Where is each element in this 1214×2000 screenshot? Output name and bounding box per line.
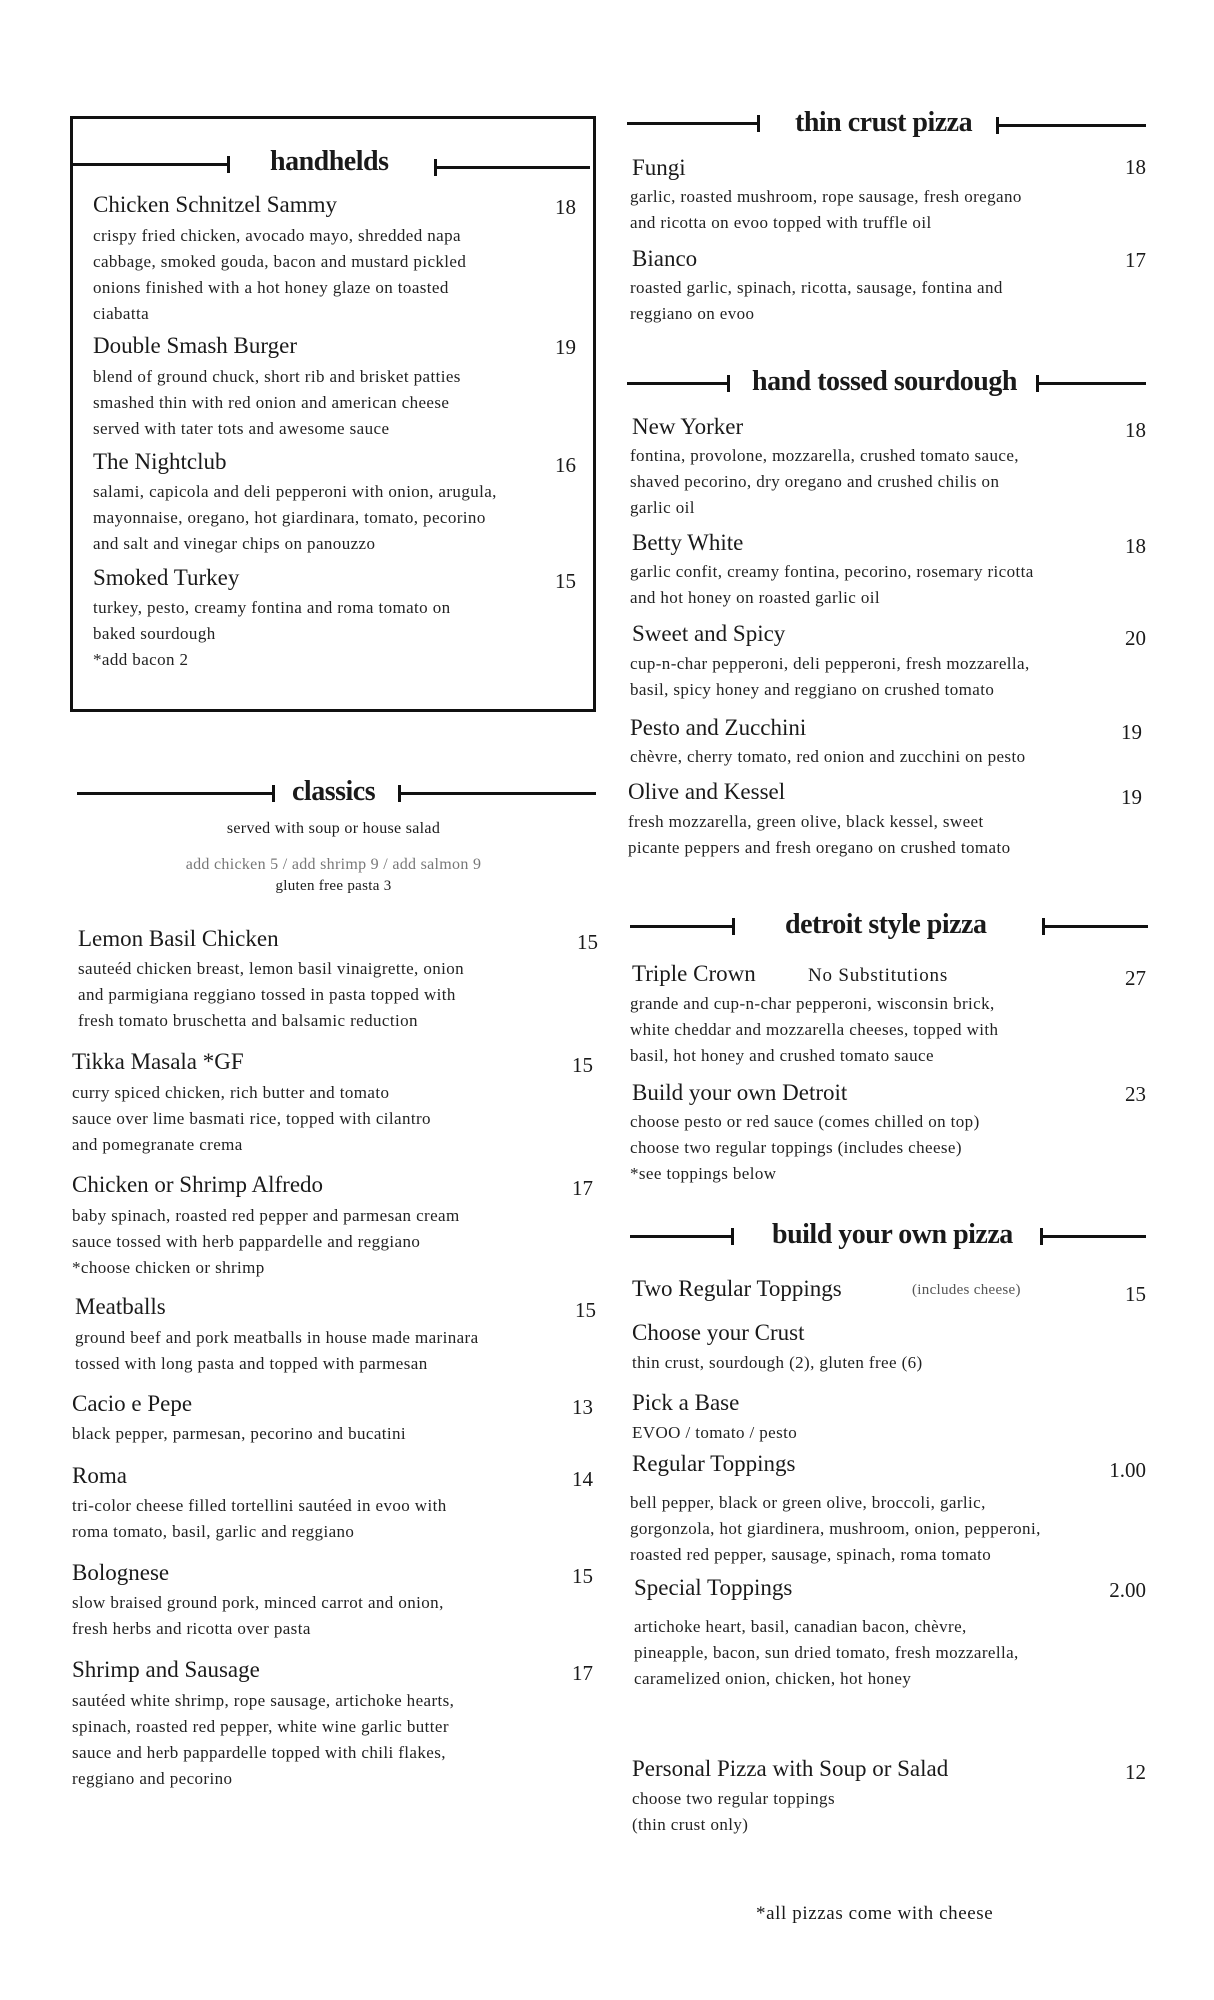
- section-rule: [434, 166, 590, 169]
- menu-item-description: [72, 1590, 444, 1642]
- section-rule: [630, 1235, 734, 1238]
- menu-item-description: [634, 1614, 1019, 1692]
- menu-item-name: Chicken or Shrimp Alfredo: [72, 1172, 324, 1197]
- description-line: basil, spicy honey and reggiano on crushed tomato: [630, 680, 995, 699]
- description-line: onions finished with a hot honey glaze on toasted: [93, 278, 449, 297]
- menu-item-description: [93, 364, 461, 442]
- cheese-footer-note: *all pizzas come with cheese: [756, 1903, 994, 1924]
- menu-item-name: Two Regular Toppings: [632, 1276, 842, 1301]
- menu-item-description: [630, 991, 998, 1069]
- description-line: slow braised ground pork, minced carrot and onion,: [72, 1593, 444, 1612]
- menu-item-price: 17: [572, 1176, 593, 1200]
- menu-item-price: 17: [572, 1661, 593, 1685]
- description-line: mayonnaise, oregano, hot giardinara, tomato, pecorino: [93, 508, 486, 527]
- description-line: choose two regular toppings (includes cheese): [630, 1138, 962, 1157]
- menu-item-description: [630, 651, 1030, 703]
- menu-item-description: [630, 1490, 1041, 1568]
- menu-item-name: Build your own Detroit: [632, 1080, 848, 1105]
- section-title-handhelds: handhelds: [270, 146, 389, 177]
- menu-item-description: [630, 559, 1034, 611]
- menu-item-name: Regular Toppings: [632, 1451, 796, 1476]
- description-line: turkey, pesto, creamy fontina and roma tomato on: [93, 598, 451, 617]
- menu-item-name: Tikka Masala *GF: [72, 1049, 244, 1074]
- description-line: sauce and herb pappardelle topped with chili flakes,: [72, 1743, 446, 1762]
- description-line: *see toppings below: [630, 1164, 777, 1183]
- menu-item-description: [632, 1350, 923, 1376]
- description-line: bell pepper, black or green olive, broccoli, garlic,: [630, 1493, 986, 1512]
- menu-item-description: [630, 184, 1022, 236]
- section-rule: [630, 925, 735, 928]
- menu-item-name: Triple Crown: [632, 961, 756, 986]
- menu-item-name: Chicken Schnitzel Sammy: [93, 192, 338, 217]
- menu-item-price: 19: [555, 335, 576, 359]
- description-line: and parmigiana reggiano tossed in pasta topped with: [78, 985, 456, 1004]
- menu-item-name: Pesto and Zucchini: [630, 715, 807, 740]
- description-line: fresh tomato bruschetta and balsamic reduction: [78, 1011, 418, 1030]
- menu-item-description: [72, 1080, 431, 1158]
- menu-item-price: 23: [1125, 1082, 1146, 1106]
- menu-item-description: [630, 744, 1025, 770]
- description-line: basil, hot honey and crushed tomato sauce: [630, 1046, 934, 1065]
- description-line: served with tater tots and awesome sauce: [93, 419, 390, 438]
- menu-item-description: [630, 1109, 980, 1187]
- section-rule: [73, 163, 230, 166]
- description-line: salami, capicola and deli pepperoni with onion, arugula,: [93, 482, 497, 501]
- menu-item-description: [93, 479, 497, 557]
- menu-item-name: Cacio e Pepe: [72, 1391, 193, 1416]
- menu-item-name: Olive and Kessel: [628, 779, 786, 804]
- description-line: artichoke heart, basil, canadian bacon, chèvre,: [634, 1617, 967, 1636]
- menu-item-name: Bolognese: [72, 1560, 170, 1585]
- section-rule: [1040, 1235, 1146, 1238]
- description-line: and hot honey on roasted garlic oil: [630, 588, 881, 607]
- includes-cheese-note: (includes cheese): [912, 1282, 1021, 1298]
- description-line: blend of ground chuck, short rib and brisket patties: [93, 367, 461, 386]
- description-line: ground beef and pork meatballs in house made marinara: [75, 1328, 479, 1347]
- section-rule: [1042, 925, 1148, 928]
- no-substitutions-tag: No Substitutions: [808, 965, 949, 986]
- menu-item-description: [75, 1325, 479, 1377]
- menu-item-name: Betty White: [632, 530, 744, 555]
- section-rule: [398, 792, 596, 795]
- menu-item-price: 18: [1125, 534, 1146, 558]
- menu-item-price: 15: [555, 569, 576, 593]
- menu-item-description: [630, 275, 1003, 327]
- description-line: *add bacon 2: [93, 650, 189, 669]
- menu-item-price: 13: [572, 1395, 593, 1419]
- description-line: white cheddar and mozzarella cheeses, topped with: [630, 1020, 999, 1039]
- description-line: and salt and vinegar chips on panouzzo: [93, 534, 376, 553]
- description-line: pineapple, bacon, sun dried tomato, fresh mozzarella,: [634, 1643, 1019, 1662]
- description-line: spinach, roasted red pepper, white wine garlic butter: [72, 1717, 449, 1736]
- description-line: garlic oil: [630, 498, 695, 517]
- menu-item-price: 15: [1125, 1282, 1146, 1306]
- description-line: reggiano on evoo: [630, 304, 755, 323]
- description-line: tossed with long pasta and topped with parmesan: [75, 1354, 428, 1373]
- description-line: sauteéd chicken breast, lemon basil vinaigrette, onion: [78, 959, 465, 978]
- description-line: (thin crust only): [632, 1815, 749, 1834]
- description-line: tri-color cheese filled tortellini sautéed in evoo with: [72, 1496, 447, 1515]
- menu-item-price: 15: [572, 1053, 593, 1077]
- menu-item-price: 17: [1125, 248, 1146, 272]
- menu-item-description: [72, 1493, 447, 1545]
- section-title-build-your-own: build your own pizza: [772, 1219, 1013, 1250]
- section-title-thin-crust: thin crust pizza: [795, 107, 973, 138]
- description-line: roasted red pepper, sausage, spinach, roma tomato: [630, 1545, 992, 1564]
- menu-item-price: 15: [572, 1564, 593, 1588]
- description-line: fontina, provolone, mozzarella, crushed tomato sauce,: [630, 446, 1019, 465]
- description-line: ciabatta: [93, 304, 150, 323]
- menu-item-name: Pick a Base: [632, 1390, 740, 1415]
- section-rule: [996, 124, 1146, 127]
- menu-item-price: 20: [1125, 626, 1146, 650]
- description-line: sautéed white shrimp, rope sausage, artichoke hearts,: [72, 1691, 455, 1710]
- description-line: thin crust, sourdough (2), gluten free (6): [632, 1353, 923, 1372]
- menu-item-price: 19: [1121, 720, 1142, 744]
- description-line: baby spinach, roasted red pepper and parmesan cream: [72, 1206, 460, 1225]
- menu-item-description: [630, 443, 1019, 521]
- menu-item-price: 1.00: [1109, 1458, 1146, 1482]
- menu-item-description: [632, 1420, 797, 1446]
- menu-item-price: 18: [555, 195, 576, 219]
- menu-item-description: [78, 956, 464, 1034]
- description-line: reggiano and pecorino: [72, 1769, 233, 1788]
- menu-item-name: Lemon Basil Chicken: [78, 926, 279, 951]
- menu-item-price: 14: [572, 1467, 593, 1491]
- menu-item-description: [93, 595, 451, 673]
- description-line: curry spiced chicken, rich butter and tomato: [72, 1083, 390, 1102]
- menu-item-price: 2.00: [1109, 1578, 1146, 1602]
- menu-item-name: New Yorker: [632, 414, 744, 439]
- description-line: sauce tossed with herb pappardelle and reggiano: [72, 1232, 421, 1251]
- description-line: cup-n-char pepperoni, deli pepperoni, fresh mozzarella,: [630, 654, 1030, 673]
- description-line: baked sourdough: [93, 624, 216, 643]
- menu-item-price: 27: [1125, 966, 1146, 990]
- menu-item-name: Shrimp and Sausage: [72, 1657, 260, 1682]
- menu-item-name: Sweet and Spicy: [632, 621, 786, 646]
- description-line: fresh herbs and ricotta over pasta: [72, 1619, 311, 1638]
- description-line: garlic confit, creamy fontina, pecorino, rosemary ricotta: [630, 562, 1034, 581]
- section-title-sourdough: hand tossed sourdough: [752, 366, 1017, 397]
- description-line: grande and cup-n-char pepperoni, wisconsin brick,: [630, 994, 995, 1013]
- menu-item-name: The Nightclub: [93, 449, 227, 474]
- description-line: and pomegranate crema: [72, 1135, 243, 1154]
- menu-item-price: 15: [575, 1298, 596, 1322]
- classics-gluten-free: gluten free pasta 3: [275, 878, 392, 894]
- description-line: EVOO / tomato / pesto: [632, 1423, 798, 1442]
- menu-item-description: [632, 1786, 835, 1838]
- description-line: crispy fried chicken, avocado mayo, shredded napa: [93, 226, 461, 245]
- description-line: sauce over lime basmati rice, topped with cilantro: [72, 1109, 431, 1128]
- description-line: roasted garlic, spinach, ricotta, sausage, fontina and: [630, 278, 1003, 297]
- description-line: choose two regular toppings: [632, 1789, 835, 1808]
- description-line: picante peppers and fresh oregano on crushed tomato: [628, 838, 1011, 857]
- description-line: fresh mozzarella, green olive, black kessel, sweet: [628, 812, 984, 831]
- menu-item-price: 18: [1125, 155, 1146, 179]
- description-line: cabbage, smoked gouda, bacon and mustard pickled: [93, 252, 467, 271]
- description-line: and ricotta on evoo topped with truffle oil: [630, 213, 932, 232]
- description-line: *choose chicken or shrimp: [72, 1258, 265, 1277]
- menu-item-name: Bianco: [632, 246, 698, 271]
- menu-item-name: Meatballs: [75, 1294, 166, 1319]
- classics-note: served with soup or house salad: [226, 820, 441, 837]
- section-title-detroit: detroit style pizza: [785, 909, 987, 940]
- section-rule: [77, 792, 275, 795]
- description-line: garlic, roasted mushroom, rope sausage, fresh oregano: [630, 187, 1022, 206]
- description-line: gorgonzola, hot giardinera, mushroom, onion, pepperoni,: [630, 1519, 1041, 1538]
- menu-item-price: 15: [577, 930, 598, 954]
- menu-item-description: [93, 223, 466, 327]
- section-rule: [627, 382, 730, 385]
- classics-addons: add chicken 5 / add shrimp 9 / add salmon 9: [185, 856, 482, 873]
- section-title-classics: classics: [292, 776, 376, 807]
- menu-item-price: 19: [1121, 785, 1142, 809]
- menu-item-name: Smoked Turkey: [93, 565, 240, 590]
- description-line: shaved pecorino, dry oregano and crushed chilis on: [630, 472, 1000, 491]
- description-line: black pepper, parmesan, pecorino and bucatini: [72, 1424, 407, 1443]
- menu-item-name: Roma: [72, 1463, 127, 1488]
- menu-item-price: 16: [555, 453, 576, 477]
- menu-item-description: [72, 1203, 460, 1281]
- menu-item-description: [72, 1421, 406, 1447]
- menu-item-description: [628, 809, 1010, 861]
- description-line: smashed thin with red onion and american cheese: [93, 393, 450, 412]
- menu-item-price: 12: [1125, 1760, 1146, 1784]
- description-line: caramelized onion, chicken, hot honey: [634, 1669, 912, 1688]
- menu-item-name: Special Toppings: [634, 1575, 793, 1600]
- menu-item-price: 18: [1125, 418, 1146, 442]
- section-rule: [627, 122, 760, 125]
- description-line: chèvre, cherry tomato, red onion and zucchini on pesto: [630, 747, 1026, 766]
- menu-item-name: Double Smash Burger: [93, 333, 298, 358]
- section-rule: [1036, 382, 1146, 385]
- menu-item-name: Choose your Crust: [632, 1320, 805, 1345]
- menu-item-name: Fungi: [632, 155, 686, 180]
- menu-item-description: [72, 1688, 454, 1792]
- description-line: roma tomato, basil, garlic and reggiano: [72, 1522, 355, 1541]
- description-line: choose pesto or red sauce (comes chilled on top): [630, 1112, 980, 1131]
- menu-item-name: Personal Pizza with Soup or Salad: [632, 1756, 949, 1781]
